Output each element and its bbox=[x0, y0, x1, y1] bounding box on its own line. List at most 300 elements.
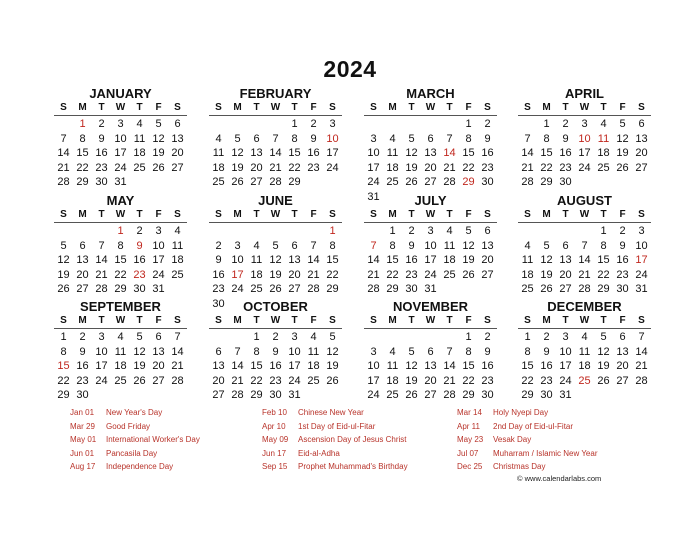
holiday-date: Apr 10 bbox=[262, 421, 286, 431]
day-cell: 19 bbox=[616, 147, 629, 159]
day-cell: 19 bbox=[152, 147, 165, 159]
day-cell: 13 bbox=[171, 132, 184, 145]
weekday-label: M bbox=[233, 209, 242, 220]
weekday-label: W bbox=[579, 209, 590, 220]
holiday-item bbox=[262, 447, 408, 461]
weekday-label: S bbox=[370, 209, 377, 220]
day-cell bbox=[209, 224, 228, 239]
day-cell: 11 bbox=[114, 345, 127, 358]
day-cell: 2 bbox=[619, 225, 626, 237]
day-cell: 23 bbox=[95, 161, 108, 174]
day-cell: 16 bbox=[481, 147, 494, 159]
weekday-label: S bbox=[60, 315, 67, 326]
week-row bbox=[518, 161, 651, 176]
week-row bbox=[364, 117, 497, 132]
day-cell: 21 bbox=[171, 360, 184, 372]
day-cell: 14 bbox=[307, 254, 320, 266]
day-cell: 5 bbox=[60, 239, 67, 252]
day-cell: 3 bbox=[370, 132, 377, 145]
day-cell: 25 bbox=[133, 161, 146, 174]
weekday-label: W bbox=[579, 315, 590, 326]
day-cell: 28 bbox=[269, 176, 282, 188]
holiday-day: 1 bbox=[117, 225, 124, 237]
day-cell: 25 bbox=[250, 283, 263, 295]
day-cell: 5 bbox=[408, 345, 415, 358]
day-cell: 6 bbox=[155, 331, 162, 343]
day-cell: 27 bbox=[250, 176, 263, 188]
day-cell: 9 bbox=[543, 345, 550, 358]
day-cell: 9 bbox=[484, 132, 491, 145]
day-cell: 16 bbox=[133, 254, 146, 266]
day-cell: 2 bbox=[484, 118, 491, 130]
week-row bbox=[54, 268, 187, 283]
day-cell: 1 bbox=[600, 225, 607, 237]
weekday-label: M bbox=[542, 315, 551, 326]
month-july bbox=[364, 193, 497, 297]
day-cell: 28 bbox=[231, 389, 244, 401]
day-cell: 25 bbox=[443, 268, 456, 281]
day-cell: 19 bbox=[57, 268, 70, 281]
weekday-label: T bbox=[253, 209, 260, 220]
day-cell: 24 bbox=[231, 283, 244, 295]
weekday-label: T bbox=[291, 209, 298, 220]
day-cell: 7 bbox=[174, 331, 181, 343]
day-cell: 15 bbox=[76, 147, 89, 159]
day-cell: 19 bbox=[231, 161, 244, 174]
weekday-label: T bbox=[446, 209, 453, 220]
week-row bbox=[209, 282, 342, 297]
day-cell: 10 bbox=[367, 360, 380, 372]
weekday-header bbox=[518, 208, 651, 223]
day-cell: 6 bbox=[215, 345, 222, 358]
day-cell: 2 bbox=[543, 331, 550, 343]
day-cell: 26 bbox=[405, 176, 418, 188]
weekday-label: S bbox=[60, 209, 67, 220]
day-cell bbox=[518, 224, 537, 239]
week-row bbox=[54, 374, 187, 389]
day-cell: 2 bbox=[98, 118, 105, 130]
holiday-item bbox=[70, 433, 200, 447]
day-cell: 23 bbox=[405, 268, 418, 281]
day-cell: 15 bbox=[326, 254, 339, 266]
day-cell: 18 bbox=[171, 254, 184, 266]
day-cell: 15 bbox=[597, 254, 610, 266]
day-cell: 1 bbox=[543, 118, 550, 130]
day-cell: 5 bbox=[465, 225, 472, 237]
day-cell: 29 bbox=[540, 176, 553, 188]
weekday-label: S bbox=[174, 209, 181, 220]
day-cell: 30 bbox=[95, 176, 108, 188]
holiday-day: 23 bbox=[133, 268, 146, 281]
day-cell: 15 bbox=[521, 360, 534, 372]
day-cell: 26 bbox=[152, 161, 165, 174]
weekday-label: F bbox=[619, 315, 626, 326]
holiday-name: Muharram / Islamic New Year bbox=[493, 448, 598, 458]
day-cell: 6 bbox=[562, 239, 569, 252]
day-cell: 28 bbox=[521, 176, 534, 188]
day-cell: 16 bbox=[307, 147, 320, 159]
day-cell: 4 bbox=[253, 239, 260, 252]
day-cell: 13 bbox=[481, 239, 494, 252]
month-name: APRIL bbox=[565, 86, 604, 101]
day-cell: 2 bbox=[272, 331, 279, 343]
day-cell: 11 bbox=[386, 360, 399, 372]
day-cell: 18 bbox=[578, 360, 591, 372]
weekday-label: T bbox=[408, 315, 415, 326]
holiday-item bbox=[457, 406, 597, 420]
weekday-header bbox=[518, 101, 651, 116]
holiday-day: 14 bbox=[443, 147, 456, 159]
weekday-label: T bbox=[98, 209, 105, 220]
day-cell bbox=[478, 282, 497, 297]
day-cell: 25 bbox=[171, 268, 184, 281]
day-cell: 3 bbox=[638, 225, 645, 237]
holiday-name: Good Friday bbox=[106, 421, 151, 431]
month-name: DECEMBER bbox=[547, 299, 622, 314]
holiday-date: Jun 17 bbox=[262, 448, 287, 458]
week-row bbox=[54, 388, 187, 403]
day-cell: 2 bbox=[215, 239, 222, 252]
day-cell: 22 bbox=[250, 374, 263, 387]
day-cell: 9 bbox=[98, 132, 105, 145]
day-cell: 29 bbox=[386, 283, 399, 295]
day-cell bbox=[54, 224, 73, 239]
day-cell: 11 bbox=[133, 132, 146, 145]
day-cell bbox=[73, 224, 92, 239]
day-cell bbox=[364, 117, 383, 132]
day-cell: 28 bbox=[57, 176, 70, 188]
day-cell: 14 bbox=[578, 254, 591, 266]
day-cell: 23 bbox=[76, 374, 89, 387]
day-cell: 8 bbox=[543, 132, 550, 145]
holiday-day: 15 bbox=[57, 360, 70, 372]
day-cell: 21 bbox=[95, 268, 108, 281]
day-cell: 22 bbox=[76, 161, 89, 174]
weekday-label: S bbox=[329, 315, 336, 326]
day-cell: 10 bbox=[114, 132, 127, 145]
day-cell: 9 bbox=[79, 345, 86, 358]
weekday-header bbox=[54, 208, 187, 223]
weekday-label: T bbox=[291, 102, 298, 113]
holiday-name: Vesak Day bbox=[493, 435, 532, 445]
weekday-label: M bbox=[388, 209, 397, 220]
week-row bbox=[209, 132, 342, 147]
week-row bbox=[518, 388, 651, 403]
day-cell: 5 bbox=[600, 331, 607, 343]
weekday-label: T bbox=[446, 102, 453, 113]
day-cell: 22 bbox=[462, 161, 475, 174]
day-cell: 24 bbox=[424, 268, 437, 281]
day-cell bbox=[556, 224, 575, 239]
weekday-label: W bbox=[270, 315, 281, 326]
holiday-date: Jul 07 bbox=[457, 448, 479, 458]
weekday-label: S bbox=[484, 315, 491, 326]
day-cell: 29 bbox=[462, 389, 475, 401]
day-cell: 24 bbox=[95, 374, 108, 387]
day-cell bbox=[209, 330, 228, 345]
holiday-day: 25 bbox=[578, 374, 591, 387]
day-cell: 18 bbox=[212, 161, 225, 174]
day-cell: 10 bbox=[424, 239, 437, 252]
day-cell: 14 bbox=[57, 147, 70, 159]
day-cell: 27 bbox=[559, 283, 572, 295]
day-cell: 27 bbox=[481, 268, 494, 281]
day-cell: 2 bbox=[408, 225, 415, 237]
day-cell: 4 bbox=[136, 118, 143, 130]
week-row bbox=[518, 146, 651, 161]
day-cell: 28 bbox=[171, 374, 184, 387]
month-name: JULY bbox=[414, 193, 447, 208]
day-cell: 20 bbox=[250, 161, 263, 174]
day-cell: 27 bbox=[152, 374, 165, 387]
weekday-label: F bbox=[310, 315, 317, 326]
weekday-label: F bbox=[619, 102, 626, 113]
weekday-label: M bbox=[78, 209, 87, 220]
day-cell bbox=[594, 175, 613, 190]
day-cell: 29 bbox=[57, 389, 70, 401]
holiday-name: Holy Nyepi Day bbox=[493, 408, 549, 417]
holiday-date: Aug 17 bbox=[70, 462, 96, 472]
weekday-label: S bbox=[524, 315, 531, 326]
month-name: JANUARY bbox=[89, 86, 152, 101]
day-cell: 3 bbox=[370, 345, 377, 358]
weekday-label: M bbox=[233, 102, 242, 113]
day-cell: 11 bbox=[578, 345, 591, 358]
day-cell: 2 bbox=[79, 331, 86, 343]
day-cell: 18 bbox=[114, 360, 127, 372]
weekday-header bbox=[209, 208, 342, 223]
weekday-label: S bbox=[174, 102, 181, 113]
day-cell: 30 bbox=[481, 389, 494, 401]
day-cell: 20 bbox=[616, 360, 629, 372]
week-row bbox=[364, 282, 497, 297]
day-cell: 13 bbox=[559, 254, 572, 266]
week-row bbox=[209, 224, 342, 239]
day-cell: 25 bbox=[521, 283, 534, 295]
weekday-label: S bbox=[329, 209, 336, 220]
day-cell: 14 bbox=[635, 345, 648, 358]
week-row bbox=[518, 345, 651, 360]
day-cell: 23 bbox=[269, 374, 282, 387]
day-cell bbox=[228, 330, 247, 345]
day-cell: 18 bbox=[443, 254, 456, 266]
day-cell: 15 bbox=[114, 254, 127, 266]
day-cell: 13 bbox=[152, 345, 165, 358]
day-cell: 19 bbox=[405, 374, 418, 387]
day-cell: 7 bbox=[638, 331, 645, 343]
holiday-column bbox=[70, 406, 200, 474]
holiday-day: 17 bbox=[635, 254, 648, 266]
day-cell: 18 bbox=[386, 161, 399, 174]
day-cell: 20 bbox=[424, 161, 437, 174]
holiday-date: May 01 bbox=[70, 435, 97, 445]
day-cell: 22 bbox=[114, 268, 127, 281]
day-cell: 24 bbox=[367, 389, 380, 401]
day-cell: 4 bbox=[215, 132, 222, 145]
day-cell: 24 bbox=[559, 374, 572, 387]
day-cell: 30 bbox=[405, 283, 418, 295]
day-cell: 22 bbox=[386, 268, 399, 281]
holiday-item bbox=[70, 406, 200, 420]
day-cell: 11 bbox=[307, 345, 320, 358]
day-cell: 24 bbox=[288, 374, 301, 387]
weekday-label: T bbox=[98, 102, 105, 113]
holiday-item bbox=[70, 420, 200, 434]
day-cell: 29 bbox=[326, 283, 339, 295]
day-cell bbox=[228, 117, 247, 132]
week-row bbox=[209, 374, 342, 389]
day-cell: 30 bbox=[540, 389, 553, 401]
week-row bbox=[518, 282, 651, 297]
day-cell: 21 bbox=[307, 268, 320, 281]
day-cell: 10 bbox=[95, 345, 108, 358]
day-cell: 4 bbox=[117, 331, 124, 343]
day-cell: 4 bbox=[389, 132, 396, 145]
day-cell bbox=[266, 117, 285, 132]
day-cell: 5 bbox=[272, 239, 279, 252]
day-cell: 6 bbox=[427, 345, 434, 358]
day-cell: 2 bbox=[136, 225, 143, 237]
day-cell: 6 bbox=[619, 331, 626, 343]
day-cell: 10 bbox=[152, 239, 165, 252]
week-row bbox=[54, 146, 187, 161]
holiday-day: 9 bbox=[136, 239, 143, 252]
day-cell: 5 bbox=[136, 331, 143, 343]
weekday-header bbox=[518, 314, 651, 329]
day-cell bbox=[228, 224, 247, 239]
week-row bbox=[209, 239, 342, 254]
day-cell: 28 bbox=[443, 176, 456, 188]
day-cell: 23 bbox=[212, 283, 225, 295]
day-cell: 17 bbox=[559, 360, 572, 372]
day-cell bbox=[54, 117, 73, 132]
day-cell: 5 bbox=[543, 239, 550, 252]
day-cell: 29 bbox=[250, 389, 263, 401]
weekday-label: W bbox=[115, 315, 126, 326]
weekday-label: F bbox=[155, 315, 162, 326]
holiday-day: 1 bbox=[79, 118, 86, 130]
day-cell: 14 bbox=[367, 254, 380, 266]
weekday-label: T bbox=[562, 315, 569, 326]
day-cell: 8 bbox=[291, 132, 298, 145]
day-cell: 26 bbox=[462, 268, 475, 281]
holiday-day: 7 bbox=[370, 239, 377, 252]
day-cell: 28 bbox=[635, 374, 648, 387]
day-cell: 12 bbox=[540, 254, 553, 266]
day-cell: 26 bbox=[540, 283, 553, 295]
day-cell: 14 bbox=[171, 345, 184, 358]
holiday-item bbox=[457, 420, 597, 434]
week-row bbox=[518, 132, 651, 147]
holiday-item bbox=[457, 460, 597, 474]
week-row bbox=[209, 161, 342, 176]
day-cell bbox=[402, 117, 421, 132]
week-row bbox=[54, 132, 187, 147]
day-cell: 21 bbox=[443, 374, 456, 387]
day-cell: 2 bbox=[484, 331, 491, 343]
day-cell: 28 bbox=[307, 283, 320, 295]
day-cell: 17 bbox=[367, 161, 380, 174]
day-cell: 20 bbox=[424, 374, 437, 387]
day-cell: 19 bbox=[326, 360, 339, 372]
day-cell bbox=[130, 175, 149, 190]
day-cell: 18 bbox=[597, 147, 610, 159]
holiday-name: Independence Day bbox=[106, 462, 174, 472]
day-cell: 22 bbox=[521, 374, 534, 387]
weekday-header bbox=[364, 101, 497, 116]
weekday-label: W bbox=[579, 102, 590, 113]
day-cell bbox=[247, 117, 266, 132]
holiday-date: Dec 25 bbox=[457, 462, 483, 472]
day-cell: 23 bbox=[481, 161, 494, 174]
month-august bbox=[518, 193, 651, 297]
holiday-day: 17 bbox=[231, 268, 244, 281]
weekday-label: F bbox=[155, 209, 162, 220]
day-cell: 29 bbox=[114, 283, 127, 295]
day-cell: 19 bbox=[405, 161, 418, 174]
holiday-date: Sep 15 bbox=[262, 462, 288, 472]
month-february bbox=[209, 86, 342, 190]
day-cell: 25 bbox=[597, 161, 610, 174]
week-row bbox=[518, 224, 651, 239]
weekday-label: S bbox=[215, 315, 222, 326]
weekday-label: T bbox=[446, 315, 453, 326]
day-cell: 16 bbox=[269, 360, 282, 372]
day-cell: 31 bbox=[367, 190, 380, 203]
day-cell: 5 bbox=[408, 132, 415, 145]
day-cell: 8 bbox=[524, 345, 531, 358]
holiday-date: May 09 bbox=[262, 435, 289, 445]
weekday-label: F bbox=[465, 102, 472, 113]
day-cell: 11 bbox=[521, 254, 534, 266]
day-cell: 28 bbox=[443, 389, 456, 401]
day-cell: 7 bbox=[272, 132, 279, 145]
weekday-label: T bbox=[136, 209, 143, 220]
weekday-label: S bbox=[484, 102, 491, 113]
weekday-label: S bbox=[638, 315, 645, 326]
day-cell: 26 bbox=[269, 283, 282, 295]
weekday-label: M bbox=[542, 209, 551, 220]
calendar-year-title: 2024 bbox=[323, 56, 377, 82]
weekday-label: T bbox=[562, 209, 569, 220]
day-cell bbox=[92, 224, 111, 239]
week-row bbox=[364, 374, 497, 389]
holiday-item bbox=[70, 447, 200, 461]
week-row bbox=[518, 117, 651, 132]
day-cell: 16 bbox=[212, 268, 225, 281]
day-cell: 19 bbox=[462, 254, 475, 266]
day-cell: 17 bbox=[578, 147, 591, 159]
holiday-day: 10 bbox=[578, 132, 591, 145]
weekday-header bbox=[364, 208, 497, 223]
week-row bbox=[54, 224, 187, 239]
day-cell: 30 bbox=[269, 389, 282, 401]
day-cell: 27 bbox=[635, 161, 648, 174]
day-cell bbox=[168, 175, 187, 190]
day-cell: 5 bbox=[329, 331, 336, 343]
month-april bbox=[518, 86, 651, 190]
weekday-label: S bbox=[638, 102, 645, 113]
day-cell: 14 bbox=[521, 147, 534, 159]
month-name: SEPTEMBER bbox=[80, 299, 161, 314]
day-cell: 24 bbox=[367, 176, 380, 188]
weekday-label: S bbox=[329, 102, 336, 113]
week-row bbox=[364, 224, 497, 239]
week-row bbox=[209, 175, 342, 190]
day-cell: 16 bbox=[559, 147, 572, 159]
day-cell: 30 bbox=[481, 176, 494, 188]
week-row bbox=[518, 175, 651, 190]
